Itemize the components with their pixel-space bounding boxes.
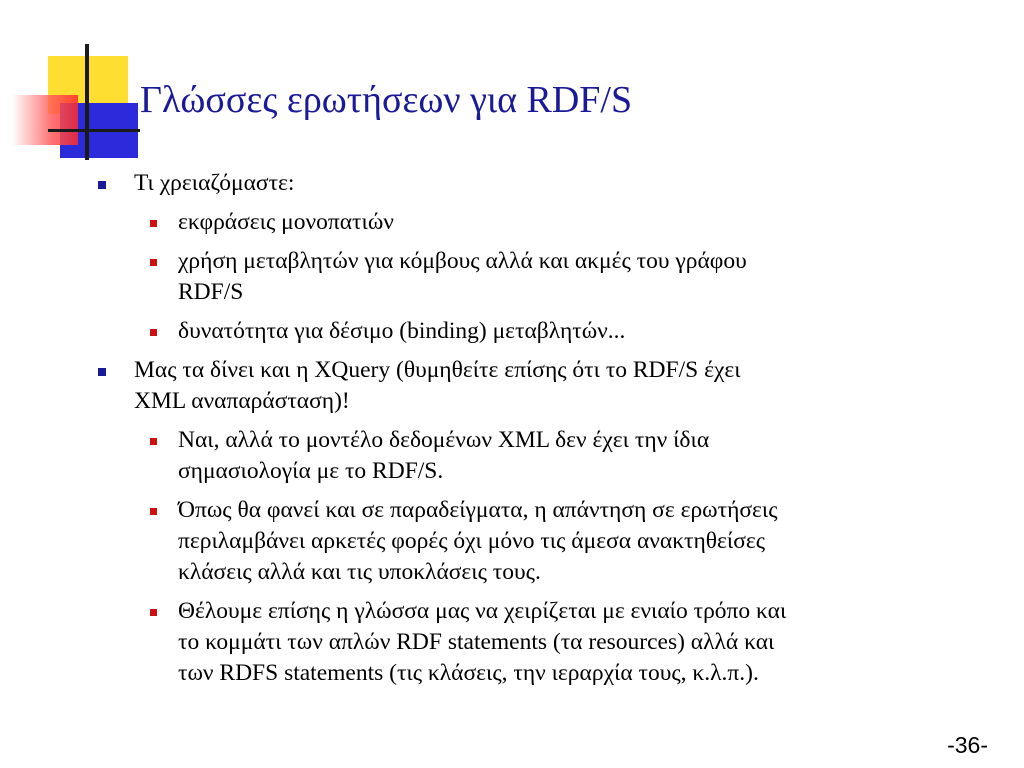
small-square-bullet-icon: [150, 508, 157, 515]
logo-red-square: [12, 95, 78, 145]
bullet-text-line: Μας τα δίνει και η XQuery (θυμηθείτε επίσης ότι το RDF/S έχει: [134, 357, 741, 383]
slide-title: Γλώσσες ερωτήσεων για RDF/S: [140, 79, 633, 121]
bullet-text-line: δυνατότητα για δέσιμο (binding) μεταβλητών...: [178, 318, 626, 344]
bullet-text-line: RDF/S: [178, 279, 244, 305]
logo-horizontal-line: [48, 129, 140, 132]
small-square-bullet-icon: [150, 329, 157, 336]
bullet-text-line: το κομμάτι των απλών RDF statements (τα resources) αλλά και: [178, 629, 775, 655]
bullet-text-line: Θέλουμε επίσης η γλώσσα μας να χειρίζεται με ενιαίο τρόπο και: [178, 598, 787, 624]
bullet-text-line: εκφράσεις μονοπατιών: [178, 209, 394, 235]
small-square-bullet-icon: [150, 220, 157, 227]
small-square-bullet-icon: [150, 259, 157, 266]
bullet-text-line: Όπως θα φανεί και σε παραδείγματα, η απάντηση σε ερωτήσεις: [178, 497, 778, 523]
bullet-text-line: των RDFS statements (τις κλάσεις, την ιεραρχία τους, κ.λ.π.).: [178, 660, 759, 686]
square-bullet-icon: [98, 181, 106, 189]
small-square-bullet-icon: [150, 438, 157, 445]
bullet-text-line: κλάσεις αλλά και τις υποκλάσεις τους.: [178, 559, 541, 585]
bullet-text-line: XML αναπαράσταση)!: [134, 388, 350, 414]
bullet-text-line: χρήση μεταβλητών για κόμβους αλλά και ακμές του γράφου: [178, 248, 747, 274]
bullet-text-line: σημασιολογία με το RDF/S.: [178, 458, 444, 484]
bullet-text-line: Τι χρειαζόμαστε:: [134, 170, 295, 196]
square-bullet-icon: [98, 368, 106, 376]
bullet-text-line: Ναι, αλλά το μοντέλο δεδομένων XML δεν έχει την ίδια: [178, 427, 710, 453]
bullet-text-line: περιλαμβάνει αρκετές φορές όχι μόνο τις άμεσα ανακτηθείσες: [178, 528, 766, 554]
small-square-bullet-icon: [150, 609, 157, 616]
page-number: -36-: [947, 732, 988, 758]
slide-logo: [0, 0, 150, 170]
logo-vertical-line: [85, 44, 89, 160]
